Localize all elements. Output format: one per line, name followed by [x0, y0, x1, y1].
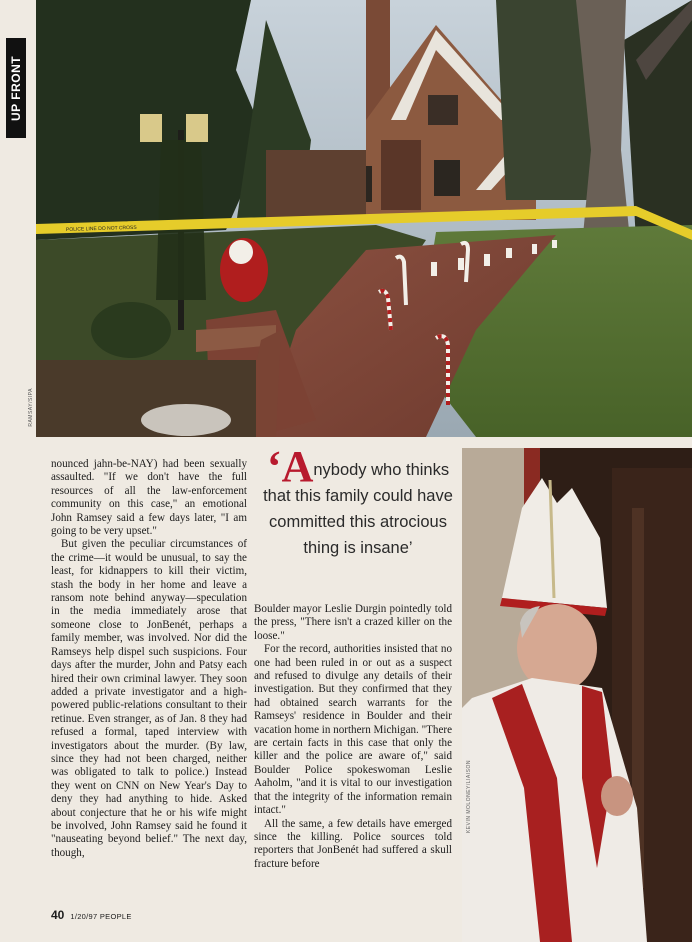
top-photo-credit: RAMSAY/SIPA: [28, 388, 34, 427]
paragraph: nounced jahn-be-NAY) had been sexually assaulted. "If we don't have the full resources of all the law-enforcement community on this case," an emotional John Ramsey said a few days later, "I am going to be very upset.": [51, 458, 247, 538]
pullquote-initial: A: [281, 442, 314, 491]
pullquote-text: nybody who thinks that this family could have committed this atrocious thing is insane’: [263, 461, 453, 557]
police-tape-text: POLICE LINE DO NOT CROSS: [65, 224, 137, 233]
paragraph: All the same, a few details have emerged since the killing. Police sources told reporters that JonBenét had suffered a skull fracture before: [254, 817, 452, 870]
pullquote-open-mark: ‘: [266, 442, 282, 491]
bishop-portrait-photo: [462, 448, 692, 942]
side-photo-credit: KEVIN MOLONEY/LIAISON: [466, 760, 472, 834]
page-footer: [51, 906, 132, 924]
paragraph: But given the peculiar circumstances of the crime—it would be unusual, to say the least, for kidnappers to kill their victim, stash the body in her home and leave a ransom note behind anyway—speculation in the media immediately arose that someone close to JonBenét, perhaps a family member, was involved. Nor did the Ramseys help dispel such suspicions. Four days after the murder, John and Patsy each hired their own criminal lawyer. They soon added a private investigator and a high-powered public-relations consultant to their retinue. Even stranger, as of Jan. 8 they had refused a formal, taped interview with investigators about the murder. (By law, since they had not been charged, neither was obligated to talk to police.) Instead they went on CNN on New Year's Day to deny they had anything to hide. Asked about conjecture that he or his wife might be involved, John Ramsey said he found it "nauseating beyond belief." The next day, though,: [51, 538, 247, 859]
article-column-2: [254, 603, 452, 871]
section-tab: UP FRONT: [6, 38, 26, 138]
paragraph: Boulder mayor Leslie Durgin pointedly told the press, "There isn't a crazed killer on the loose.": [254, 603, 452, 642]
page-number: 40: [51, 908, 65, 922]
article-column-1: [51, 458, 247, 860]
house-crime-scene-photo: [36, 0, 692, 437]
pull-quote: [256, 442, 460, 561]
paragraph: For the record, authorities insisted that no one had been ruled in or out as a suspect and refused to divulge any details of their investigation. But they confirmed that they had obtained search warrants for the Ramseys' residence in Boulder and their vacation home in northern Michigan. "There are certain facts in this case that only the killer and the police are aware of," said Boulder Police spokeswoman Leslie Aaholm, "and it is vital to our investigation that the integrity of the information remain intact.": [254, 643, 452, 817]
issue-info: 1/20/97 PEOPLE: [70, 912, 132, 921]
